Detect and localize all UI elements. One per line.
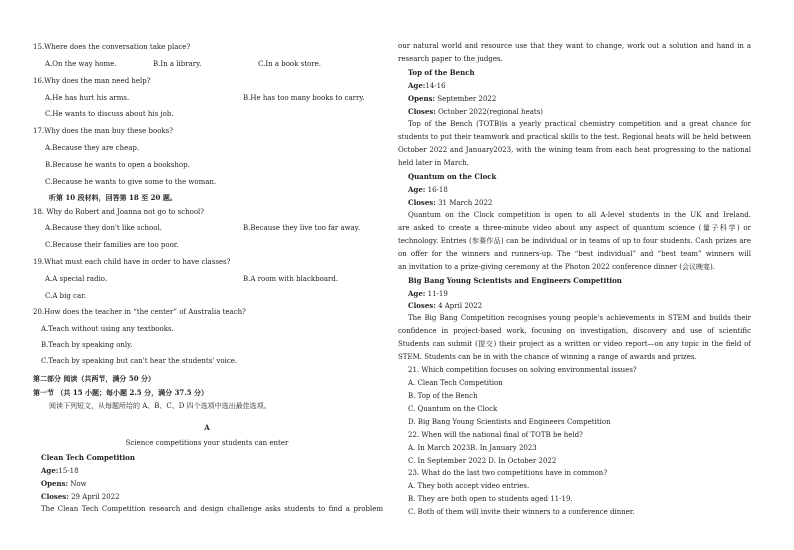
q16-option-a: A.He has hurt his arms. xyxy=(45,94,130,102)
reading-instructions: 阅读下列短文，从每题所给的 A、B、C、D 四个选项中选出最佳选项。 xyxy=(49,402,271,410)
question-19: 19.What must each child have in order to have classes? xyxy=(33,258,231,266)
section-10-heading: 听第 10 段材料，回答第 18 至 20 题。 xyxy=(49,193,177,202)
q19-option-b: B.A room with blackboard. xyxy=(243,275,339,283)
comp3-age-label: Age: xyxy=(408,185,426,194)
q20-option-b: B.Teach by speaking only. xyxy=(41,341,133,349)
comp2-opens-value: September 2022 xyxy=(437,95,497,103)
q18-option-c: C.Because their families are too poor. xyxy=(45,241,179,249)
comp1-closes xyxy=(41,492,120,502)
q19-option-a: A.A special radio. xyxy=(45,275,108,283)
section-1-heading: 第一节 （共 15 小题；每小题 2.5 分，满分 37.5 分） xyxy=(33,388,209,397)
q20-option-a: A.Teach without using any textbooks. xyxy=(41,325,174,333)
q17-option-a: A.Because they are cheap. xyxy=(45,144,140,152)
comp1-closes-label: Closes: xyxy=(41,492,69,501)
comp3-closes-value: 31 March 2022 xyxy=(438,199,493,207)
q22-options-cd: C. In September 2022 D. In October 2022 xyxy=(408,457,557,465)
q21-option-b: B. Top of the Bench xyxy=(408,392,478,400)
q23-option-b: B. They are both open to students aged 11-19. xyxy=(408,495,573,503)
q18-option-a: A.Because they don't like school. xyxy=(45,224,162,232)
q16-option-b: B.He has too many books to carry. xyxy=(243,94,365,102)
comp2-closes xyxy=(408,107,543,117)
comp2-desc-line: held later in March. xyxy=(398,159,469,167)
q21-option-d: D. Big Bang Young Scientists and Engineers Competition xyxy=(408,418,611,426)
comp1-description-end: research paper to the judges. xyxy=(398,55,503,63)
q15-option-b: B.In a library. xyxy=(153,60,202,68)
q20-option-c: C.Teach by speaking but can't hear the students' voice. xyxy=(41,357,238,365)
comp3-desc-line: technology. Entries (参赛作品) can be individual or in teams of up to four students. Cash prizes are xyxy=(398,237,751,245)
comp4-age-value: 11-19 xyxy=(427,290,448,298)
comp1-opens-value: Now xyxy=(70,480,87,488)
comp1-opens xyxy=(41,479,87,489)
comp2-age-label: Age: xyxy=(408,81,426,90)
passage-letter: A xyxy=(204,423,210,432)
comp2-age xyxy=(408,81,446,91)
q18-option-b: B.Because they live too far away. xyxy=(243,224,361,232)
q17-option-b: B.Because he wants to open a bookshop. xyxy=(45,161,190,169)
comp1-opens-label: Opens: xyxy=(41,479,69,488)
question-20: 20.How does the teacher in “the center” of Australia teach? xyxy=(33,308,246,316)
comp3-desc-line: Quantum on the Clock competition is open to all A-level students in the UK and Ireland. xyxy=(408,211,751,219)
comp3-name: Quantum on the Clock xyxy=(408,172,497,181)
comp2-opens-label: Opens: xyxy=(408,94,436,103)
comp2-opens xyxy=(408,94,496,104)
comp3-closes xyxy=(408,198,492,208)
q23-option-c: C. Both of them will invite their winners to a conference dinner. xyxy=(408,508,635,516)
comp3-desc-line: on offer for the winners and runners-up. The “best individual” and “best team” winners will xyxy=(398,250,751,258)
comp1-age-label: Age: xyxy=(41,466,59,475)
comp4-desc-line: Students can submit (提交) their project as a written or video report—on any topic in the field of xyxy=(398,340,751,348)
q15-option-a: A.On the way home. xyxy=(45,60,117,68)
question-16: 16.Why does the man need help? xyxy=(33,77,151,85)
comp3-age xyxy=(408,185,448,195)
question-18: 18. Why do Robert and Joanna not go to school? xyxy=(33,208,205,216)
comp3-desc-line: are asked to create a three-minute video about any aspect of quantum science (量子科学) or xyxy=(398,224,751,232)
comp3-desc-line: an invitation to a prize-giving ceremony at the Photon 2022 conference dinner (会议晚宴). xyxy=(398,263,715,271)
comp1-description: The Clean Tech Competition research and design challenge asks students to find a problem xyxy=(41,505,383,513)
comp4-age-label: Age: xyxy=(408,289,426,298)
question-15: 15.Where does the conversation take place? xyxy=(33,43,191,51)
comp4-desc-line: The Big Bang Competition recognises young people's achievements in STEM and builds their xyxy=(408,314,751,322)
comp4-age xyxy=(408,289,448,299)
comp4-desc-line: confidence in project-based work, focusing on investigation, discovery and use of scientific xyxy=(398,327,751,335)
comp3-closes-label: Closes: xyxy=(408,198,436,207)
q23-option-a: A. They both accept video entries. xyxy=(408,482,530,490)
question-22: 22. When will the national final of TOTB be held? xyxy=(408,431,583,439)
q17-option-c: C.Because he wants to give some to the woman. xyxy=(45,178,217,186)
comp2-desc-line: students to put their teamwork and practical skills to the test. Regional heats will be held between xyxy=(398,133,751,141)
question-17: 17.Why does the man buy these books? xyxy=(33,127,173,135)
comp4-closes xyxy=(408,301,482,311)
comp2-name: Top of the Bench xyxy=(408,68,475,77)
q21-option-a: A. Clean Tech Competition xyxy=(408,379,503,387)
comp1-name: Clean Tech Competition xyxy=(41,453,135,462)
comp1-age-value: 15-18 xyxy=(58,467,79,475)
passage-title: Science competitions your students can enter xyxy=(125,439,289,447)
question-21: 21. Which competition focuses on solving environmental issues? xyxy=(408,366,637,374)
comp1-description-cont: our natural world and resource use that they want to change, work out a solution and hand in a xyxy=(398,42,751,50)
question-23: 23. What do the last two competitions have in common? xyxy=(408,469,608,477)
q16-option-c: C.He wants to discuss about his job. xyxy=(45,110,174,118)
q15-option-c: C.In a book store. xyxy=(258,60,321,68)
q19-option-c: C.A big car. xyxy=(45,292,86,300)
comp4-closes-value: 4 April 2022 xyxy=(438,302,483,310)
comp2-closes-label: Closes: xyxy=(408,107,436,116)
part-2-heading: 第二部分 阅读（共两节，满分 50 分） xyxy=(33,374,156,383)
comp2-closes-value: October 2022(regional heats) xyxy=(438,108,544,116)
comp2-age-value: 14-16 xyxy=(425,82,446,90)
q22-options-ab: A. In March 2023B. In January 2023 xyxy=(408,444,537,452)
comp1-age xyxy=(41,466,79,476)
comp2-desc-line: Top of the Bench (TOTB)is a yearly practical chemistry competition and a great chance for xyxy=(408,120,751,128)
comp4-desc-line: STEM. Students can be in with the chance of winning a range of awards and prizes. xyxy=(398,353,697,361)
comp2-desc-line: October 2022 and January2023, with the wining team from each heat progressing to the national xyxy=(398,146,751,154)
comp4-name: Big Bang Young Scientists and Engineers Competition xyxy=(408,276,622,285)
comp3-age-value: 16-18 xyxy=(427,186,448,194)
comp4-closes-label: Closes: xyxy=(408,301,436,310)
comp1-closes-value: 29 April 2022 xyxy=(71,493,120,501)
q21-option-c: C. Quantum on the Clock xyxy=(408,405,498,413)
